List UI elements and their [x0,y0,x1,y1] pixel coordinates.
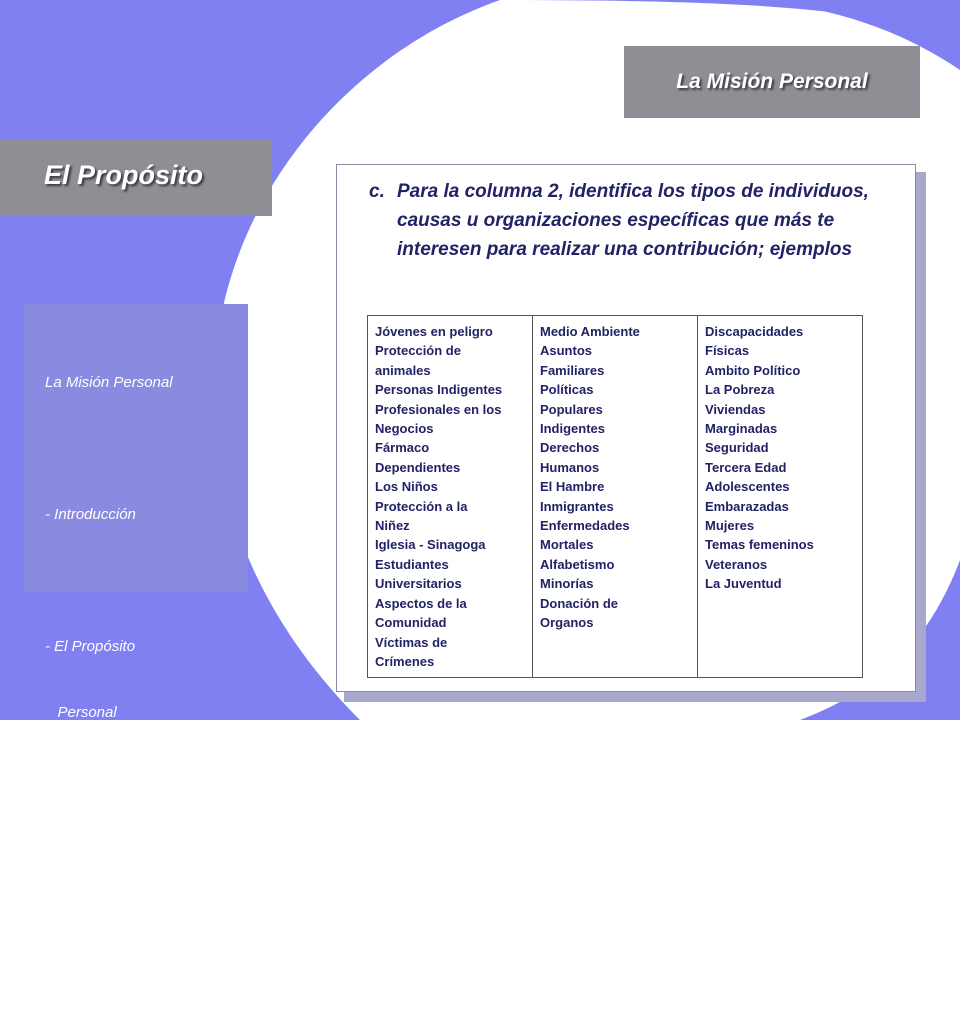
list-item: Tercera Edad [705,459,787,475]
outline-item-proposito[interactable]: - El Propósito [45,638,136,655]
list-item: Veteranos [705,556,768,572]
list-item: Personas Indigentes [375,382,503,398]
slide-title-box [624,46,920,118]
list-item: Negocios [375,421,434,437]
list-item: Populares [540,401,603,417]
list-item: Medio Ambiente [540,324,640,339]
list-item: Comunidad [375,615,447,631]
list-item: Derechos [540,440,600,456]
list-item: Universitarios [375,576,462,592]
outline-item-proposito-cont[interactable]: Personal [45,704,117,721]
column-2 [533,316,698,678]
outline-list [45,328,173,1032]
list-item: Víctimas de [375,634,448,650]
list-item: Seguridad [705,440,769,456]
list-item: Temas femeninos [705,537,814,553]
list-item: Iglesia - Sinagoga [375,537,486,553]
list-item: Mortales [540,537,594,553]
slide-title: La Misión Personal [676,70,868,93]
list-item: Físicas [705,343,750,359]
list-item: Alfabetismo [540,556,615,572]
instruction-letter: c. [369,181,385,202]
section-title-box [0,140,272,216]
list-item: El Hambre [540,479,605,495]
list-item: Dependientes [375,459,461,475]
list-item: Crímenes [375,653,435,669]
list-item: Discapacidades [705,324,804,339]
outline-spacer [45,768,173,790]
outline-spacer [45,438,173,460]
outline-item-conviccion[interactable]: - La Convicción [45,968,149,985]
list-item: Protección de [375,343,461,359]
list-item: Marginadas [705,421,778,437]
instruction [369,177,869,264]
examples-table [367,315,863,678]
list-item: Indigentes [540,421,606,437]
list-item: La Pobreza [705,382,775,398]
list-item: Aspectos de la [375,595,467,611]
column-3 [698,316,863,678]
list-item: Mujeres [705,518,755,534]
list-item: Viviendas [705,401,766,417]
outline-spacer [45,570,173,592]
list-item: animales [375,362,431,378]
list-item: Niñez [375,518,410,534]
list-item: Los Niños [375,479,438,495]
list-item: Adolescentes [705,479,790,495]
list-item: Organos [540,615,594,631]
list-item: Políticas [540,382,594,398]
list-item: Estudiantes [375,556,449,572]
outline-item-introduccion[interactable]: - Introducción [45,506,136,523]
column-1 [368,316,533,678]
list-item: Fármaco [375,440,430,456]
list-item: Profesionales en los [375,401,502,417]
outline-panel [24,304,248,985]
list-item: Enfermedades [540,518,630,534]
outline-spacer [45,900,173,922]
instruction-text: Para la columna 2, identifica los tipos de individuos, causas u organizaciones específicas que más te interesen para realizar una contribución; ejemplos [397,181,869,260]
list-item: Inmigrantes [540,498,614,514]
list-item: Minorías [540,576,594,592]
section-title: El Propósito [44,160,204,190]
table-row [368,316,863,678]
outline-item-pasion[interactable]: - La Pasíon [45,836,122,853]
content-panel [336,164,916,692]
list-item: Familiares [540,362,605,378]
list-item: Jóvenes en peligro [375,324,493,339]
list-item: Donación de [540,595,619,611]
outline-item-mision[interactable]: La Misión Personal [45,374,173,391]
list-item: Protección a la [375,498,468,514]
list-item: Ambito Político [705,362,801,378]
list-item: La Juventud [705,576,782,592]
list-item: Embarazadas [705,498,789,514]
list-item: Humanos [540,459,600,475]
list-item: Asuntos [540,343,592,359]
